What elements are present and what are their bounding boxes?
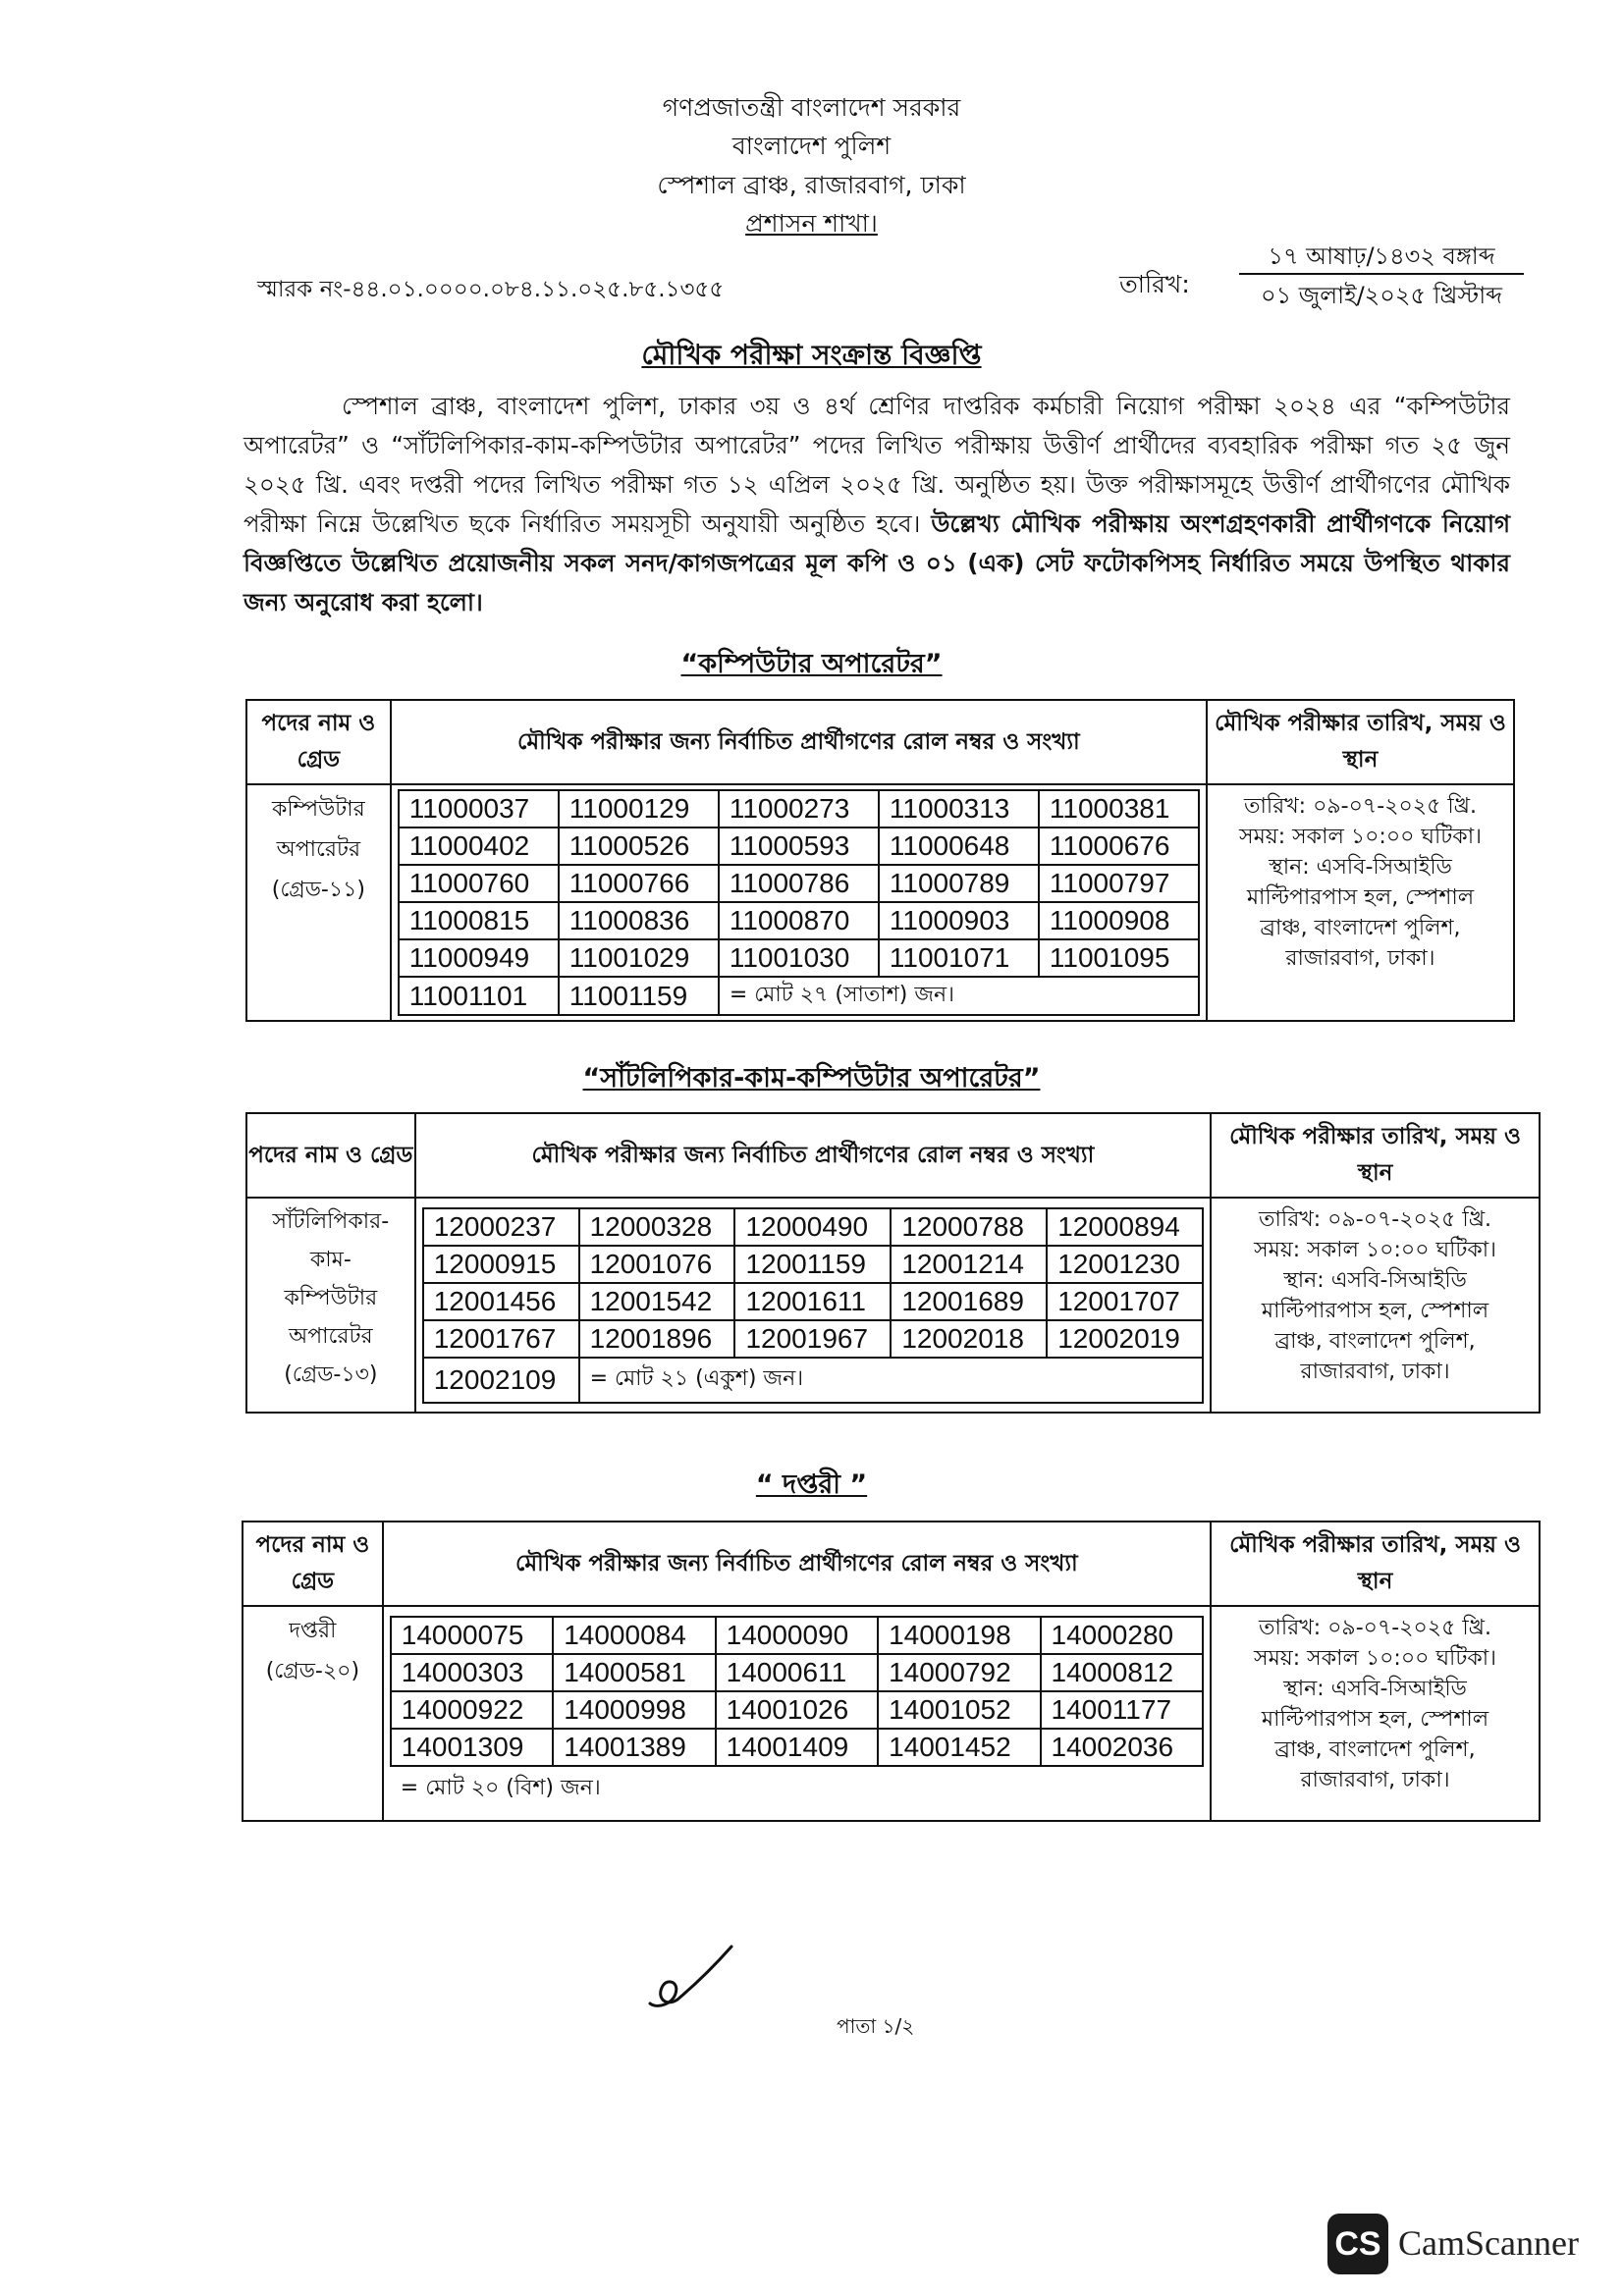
roll-number: 14000792 — [878, 1654, 1040, 1691]
roll-number: 11000648 — [879, 828, 1039, 865]
roll-number: 14001309 — [391, 1729, 553, 1766]
roll-number: 11001095 — [1039, 939, 1199, 977]
col-header-post: পদের নাম ও গ্রেড — [246, 700, 391, 784]
memo-reference: স্মারক নং-৪৪.০১.০০০০.০৮৪.১১.০২৫.৮৫.১৩৫৫ — [257, 277, 725, 302]
col-header-schedule: মৌখিক পরীক্ষার তারিখ, সময় ও স্থান — [1211, 1522, 1540, 1606]
camscanner-watermark: CamScanner — [1398, 2223, 1579, 2263]
roll-number: 12000328 — [579, 1208, 735, 1246]
signature — [638, 1939, 746, 2017]
schedule-cell — [1207, 784, 1514, 1021]
roll-number: 14001052 — [878, 1691, 1040, 1729]
roll-number: 11001071 — [879, 939, 1039, 977]
org-name: গণপ্রজাতন্ত্রী বাংলাদেশ সরকার — [662, 93, 961, 122]
col-header-post: পদের নাম ও গ্রেড — [243, 1522, 383, 1606]
col-header-candidates: মৌখিক পরীক্ষার জন্য নির্বাচিত প্রার্থীগণের রোল নম্বর ও সংখ্যা — [415, 1113, 1211, 1198]
roll-number: 11001101 — [399, 977, 559, 1015]
roll-number: 11001159 — [559, 977, 719, 1015]
roll-numbers-cell — [391, 784, 1207, 1021]
roll-number: 12002109 — [423, 1358, 579, 1403]
table-row — [423, 1320, 1203, 1358]
schedule-line: মাল্টিপারপাস হল, স্পেশাল — [1246, 885, 1475, 910]
section-heading-text: “সাঁটলিপিকার-কাম-কম্পিউটার অপারেটর” — [582, 1063, 1041, 1094]
notice-body-text: স্পেশাল ব্রাঞ্চ, বাংলাদেশ পুলিশ, ঢাকার ৩য় ও ৪র্থ শ্রেণির দাপ্তরিক কর্মচারী নিয়োগ পরীক্ষা ২০২৪ এর “কম্পিউটার অপারেটর” ও “সাঁটলিপিকার-কাম-কম্পিউটার অপারেটর” পদের লিখিত পরীক্ষায় উত্তীর্ণ প্রার্থীদের ব্যবহারিক পরীক্ষা গত ২৫ জুন ২০২৫ খ্রি. এবং দপ্তরী পদের লিখিত পরীক্ষা গত ১২ এপ্রিল ২০২৫ খ্রি. অনুষ্ঠিত হয়। উক্ত পরীক্ষাসমূহে উত্তীর্ণ প্রার্থীগণের মৌখিক পরীক্ষা নিম্নে উল্লেখিত ছকে নির্ধারিত সময়সূচী অনুযায়ী অনুষ্ঠিত হবে। — [243, 392, 1510, 538]
schedule-line: মাল্টিপারপাস হল, স্পেশাল — [1261, 1707, 1489, 1732]
roll-number: 14000812 — [1041, 1654, 1204, 1691]
post-name-cell — [243, 1606, 383, 1821]
roll-number: 11000760 — [399, 865, 559, 902]
table-row — [391, 1729, 1203, 1766]
roll-number: 11000789 — [879, 865, 1039, 902]
roll-number: 12001456 — [423, 1283, 579, 1320]
post-line: সাঁটলিপিকার- — [272, 1209, 390, 1234]
roll-number: 14000084 — [553, 1617, 715, 1654]
roll-grid — [422, 1207, 1204, 1404]
branch-name — [0, 206, 1623, 241]
schedule-line: স্থান: এসবি-সিআইডি — [1269, 855, 1452, 880]
roll-number: 12000788 — [891, 1208, 1047, 1246]
roll-number: 14002036 — [1041, 1729, 1204, 1766]
roll-grid — [398, 789, 1200, 1016]
schedule-cell — [1211, 1606, 1540, 1821]
roll-number: 11000593 — [719, 828, 879, 865]
notice-body — [243, 387, 1510, 622]
roll-number: 12001230 — [1047, 1246, 1203, 1283]
roll-number: 12000490 — [734, 1208, 891, 1246]
schedule-line: ব্রাঞ্চ, বাংলাদেশ পুলিশ, — [1274, 1737, 1476, 1762]
roll-number: 11000402 — [399, 828, 559, 865]
roll-number: 11001030 — [719, 939, 879, 977]
table-row — [423, 1358, 1203, 1403]
col-header-candidates: মৌখিক পরীক্ষার জন্য নির্বাচিত প্রার্থীগণের রোল নম্বর ও সংখ্যা — [383, 1522, 1211, 1606]
roll-number: 11000129 — [559, 790, 719, 828]
section-heading-text: “ দপ্তরী ” — [755, 1469, 868, 1500]
roll-number: 14001389 — [553, 1729, 715, 1766]
post-line: (গ্রেড-২০) — [265, 1659, 360, 1683]
schedule-line: সময়: সকাল ১০:০০ ঘটিকা। — [1239, 825, 1482, 849]
date-label: তারিখ: — [1119, 270, 1190, 298]
roll-number: 14000090 — [716, 1617, 878, 1654]
roll-number: 11000908 — [1039, 902, 1199, 939]
table-row — [423, 1246, 1203, 1283]
roll-number: 11000313 — [879, 790, 1039, 828]
post-line: (গ্রেড-১৩) — [284, 1362, 378, 1387]
computer-operator-table — [245, 699, 1515, 1022]
roll-number: 14001409 — [716, 1729, 878, 1766]
roll-number: 11001029 — [559, 939, 719, 977]
table-row — [423, 1208, 1203, 1246]
table-row — [399, 939, 1199, 977]
notice-title — [0, 334, 1623, 380]
schedule-line: স্থান: এসবি-সিআইডি — [1283, 1268, 1467, 1293]
table-row — [399, 977, 1199, 1015]
roll-number: 12000915 — [423, 1246, 579, 1283]
schedule-line: সময়: সকাল ১০:০০ ঘটিকা। — [1254, 1646, 1496, 1671]
section-heading-text: “কম্পিউটার অপারেটর” — [680, 649, 943, 679]
date-gregorian: ০১ জুলাই/২০২৫ খ্রিস্টাব্দ — [1260, 282, 1503, 309]
roll-number: 11000949 — [399, 939, 559, 977]
post-line: দপ্তরী — [289, 1619, 337, 1643]
roll-number: 11000836 — [559, 902, 719, 939]
roll-number: 11000526 — [559, 828, 719, 865]
roll-numbers-cell — [415, 1198, 1211, 1413]
branch-name-text: প্রশাসন শাখা। — [745, 209, 878, 238]
table-row — [391, 1617, 1203, 1654]
roll-number: 12001542 — [579, 1283, 735, 1320]
roll-number: 11000903 — [879, 902, 1039, 939]
roll-number: 12001689 — [891, 1283, 1047, 1320]
post-line: কম্পিউটার — [271, 797, 365, 822]
camscanner-logo-icon: CS — [1327, 2214, 1388, 2274]
notice-title-text: মৌখিক পরীক্ষা সংক্রান্ত বিজ্ঞপ্তি — [641, 339, 982, 371]
col-header-schedule: মৌখিক পরীক্ষার তারিখ, সময় ও স্থান — [1211, 1113, 1540, 1198]
post-line: অপারেটর — [276, 837, 361, 862]
schedule-line: তারিখ: ০৯-০৭-২০২৫ খ্রি. — [1259, 1207, 1492, 1232]
roll-number: 14000198 — [878, 1617, 1040, 1654]
office-address: স্পেশাল ব্রাঞ্চ, রাজারবাগ, ঢাকা — [657, 171, 966, 199]
schedule-line: মাল্টিপারপাস হল, স্পেশাল — [1261, 1299, 1489, 1323]
roll-number: 14001452 — [878, 1729, 1040, 1766]
schedule-line: সময়: সকাল ১০:০০ ঘটিকা। — [1254, 1238, 1496, 1262]
roll-number: 14000998 — [553, 1691, 715, 1729]
table-row — [423, 1283, 1203, 1320]
table-row — [391, 1654, 1203, 1691]
schedule-line: তারিখ: ০৯-০৭-২০২৫ খ্রি. — [1258, 1616, 1492, 1640]
table-row — [399, 790, 1199, 828]
notice-body-bold: উল্লেখ্য মৌখিক পরীক্ষায় অংশগ্রহণকারী প্রার্থীগণকে নিয়োগ বিজ্ঞপ্তিতে উল্লেখিত প্রয়োজনীয় সকল সনদ/কাগজপত্রের মূল কপি ও ০১ (এক) সেট ফটোকপিসহ নির্ধারিত সময়ে উপস্থিত থাকার জন্য অনুরোধ করা হলো। — [243, 509, 1510, 616]
table-row — [399, 828, 1199, 865]
roll-number: 14001026 — [716, 1691, 878, 1729]
page-number: পাতা ১/২ — [837, 2014, 915, 2038]
post-line: (গ্রেড-১১) — [271, 878, 365, 902]
roll-number: 11000786 — [719, 865, 879, 902]
roll-number: 11000273 — [719, 790, 879, 828]
roll-number: 11000676 — [1039, 828, 1199, 865]
roll-number: 12001214 — [891, 1246, 1047, 1283]
schedule-line: স্থান: এসবি-সিআইডি — [1283, 1677, 1467, 1701]
roll-number: 12001767 — [423, 1320, 579, 1358]
post-line: কম্পিউটার — [284, 1286, 378, 1310]
section-heading-daptari — [0, 1465, 1623, 1509]
roll-number: 14000303 — [391, 1654, 553, 1691]
total-count: = মোট ২৭ (সাতাশ) জন। — [719, 977, 1199, 1015]
roll-number: 11000815 — [399, 902, 559, 939]
post-name-cell — [246, 784, 391, 1021]
roll-number: 14001177 — [1041, 1691, 1204, 1729]
roll-number: 12000237 — [423, 1208, 579, 1246]
roll-numbers-cell — [383, 1606, 1211, 1821]
col-header-post: পদের নাম ও গ্রেড — [246, 1113, 415, 1198]
roll-number: 11000797 — [1039, 865, 1199, 902]
roll-number: 11000037 — [399, 790, 559, 828]
roll-number: 12001159 — [734, 1246, 891, 1283]
roll-number: 12001076 — [579, 1246, 735, 1283]
section-heading-computer-operator — [0, 644, 1623, 688]
roll-number: 12001967 — [734, 1320, 891, 1358]
roll-number: 12000894 — [1047, 1208, 1203, 1246]
stenographer-table — [245, 1112, 1541, 1414]
roll-number: 14000922 — [391, 1691, 553, 1729]
roll-number: 12002018 — [891, 1320, 1047, 1358]
roll-number: 12001707 — [1047, 1283, 1203, 1320]
total-count: = মোট ২১ (একুশ) জন। — [579, 1358, 1204, 1403]
table-row — [391, 1766, 1203, 1811]
section-heading-stenographer — [0, 1058, 1623, 1102]
schedule-line: ব্রাঞ্চ, বাংলাদেশ পুলিশ, — [1274, 1329, 1476, 1354]
schedule-line: রাজারবাগ, ঢাকা। — [1300, 1768, 1450, 1792]
post-name-cell — [246, 1198, 415, 1413]
post-line: অপারেটর — [289, 1324, 373, 1349]
schedule-line: রাজারবাগ, ঢাকা। — [1285, 946, 1435, 971]
col-header-schedule: মৌখিক পরীক্ষার তারিখ, সময় ও স্থান — [1207, 700, 1514, 784]
department-name: বাংলাদেশ পুলিশ — [731, 132, 892, 160]
daptari-table — [242, 1521, 1541, 1822]
roll-number: 14000075 — [391, 1617, 553, 1654]
schedule-cell — [1211, 1198, 1540, 1413]
roll-number: 11000870 — [719, 902, 879, 939]
roll-number: 11000381 — [1039, 790, 1199, 828]
date-bangla: ১৭ আষাঢ়/১৪৩২ বঙ্গাব্দ — [1239, 240, 1524, 275]
roll-number: 12001896 — [579, 1320, 735, 1358]
roll-number: 14000611 — [716, 1654, 878, 1691]
roll-number: 14000581 — [553, 1654, 715, 1691]
col-header-candidates: মৌখিক পরীক্ষার জন্য নির্বাচিত প্রার্থীগণের রোল নম্বর ও সংখ্যা — [391, 700, 1207, 784]
table-row — [391, 1691, 1203, 1729]
schedule-line: রাজারবাগ, ঢাকা। — [1300, 1360, 1450, 1384]
roll-grid — [390, 1616, 1204, 1811]
schedule-line: ব্রাঞ্চ, বাংলাদেশ পুলিশ, — [1260, 916, 1461, 940]
roll-number: 14000280 — [1041, 1617, 1204, 1654]
roll-number: 12002019 — [1047, 1320, 1203, 1358]
total-count: = মোট ২০ (বিশ) জন। — [400, 1776, 601, 1800]
table-row — [399, 865, 1199, 902]
roll-number: 11000766 — [559, 865, 719, 902]
schedule-line: তারিখ: ০৯-০৭-২০২৫ খ্রি. — [1243, 794, 1477, 819]
post-line: কাম- — [309, 1248, 352, 1272]
roll-number: 12001611 — [734, 1283, 891, 1320]
table-row — [399, 902, 1199, 939]
